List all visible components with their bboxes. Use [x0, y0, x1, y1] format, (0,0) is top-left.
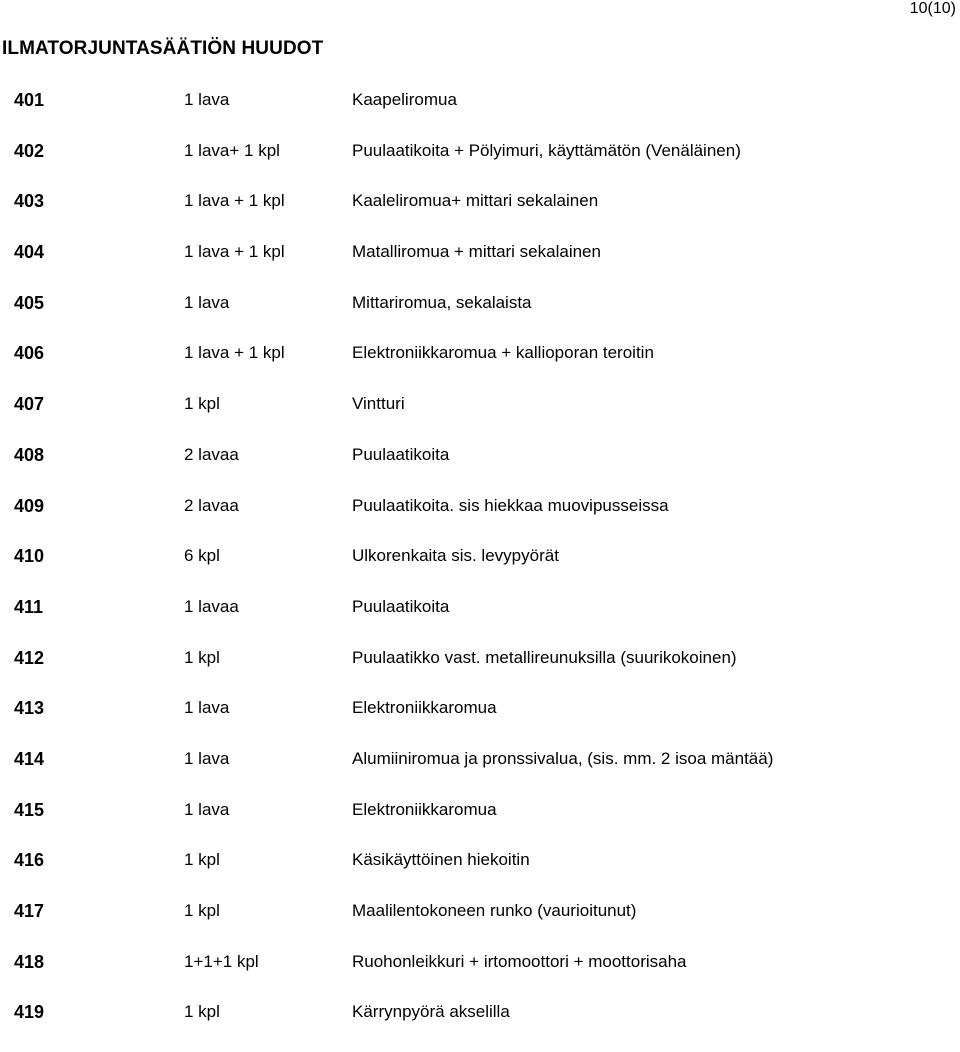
list-item: [0, 444, 960, 495]
list-item: [0, 647, 960, 698]
item-quantity: 1 lava+ 1 kpl: [184, 140, 280, 160]
item-description: Puulaatikoita. sis hiekkaa muovipusseissa: [352, 495, 669, 515]
item-description: Elektroniikkaromua + kallioporan teroitin: [352, 343, 654, 363]
item-quantity: 1 kpl: [184, 647, 220, 667]
item-number: 417: [14, 901, 45, 921]
item-number: 402: [14, 140, 45, 161]
list-item: [0, 596, 960, 647]
item-description: Puulaatikoita: [352, 444, 450, 464]
item-number: 401: [14, 90, 45, 110]
item-quantity: 1 lava: [184, 799, 230, 819]
list-item: [0, 190, 960, 241]
page-heading: ILMATORJUNTASÄÄTIÖN HUUDOT: [2, 38, 324, 59]
item-number: 412: [14, 647, 45, 668]
item-number: 407: [14, 394, 45, 415]
item-quantity: 1 lava + 1 kpl: [184, 242, 285, 262]
list-item: [0, 292, 960, 343]
item-description: Kärrynpyörä akselilla: [352, 1002, 510, 1022]
list-item: [0, 697, 960, 748]
item-number: 419: [14, 1002, 45, 1023]
list-item: [0, 900, 960, 951]
item-number: 406: [14, 343, 45, 364]
item-quantity: 1 kpl: [184, 901, 220, 920]
list-item: [0, 393, 960, 444]
item-quantity: 1 kpl: [184, 850, 220, 870]
item-description: Puulaatikko vast. metallireunuksilla (suurikokoinen): [352, 647, 737, 667]
item-description: Ulkorenkaita sis. levypyörät: [352, 546, 559, 566]
page-number: 10(10): [909, 0, 956, 17]
item-number: 410: [14, 546, 45, 567]
list-item: [0, 140, 960, 191]
item-quantity: 1 lava: [184, 748, 230, 768]
item-quantity: 1 lava: [184, 90, 230, 109]
item-description: Puulaatikoita: [352, 596, 450, 616]
item-description: Puulaatikoita + Pölyimuri, käyttämätön (Venäläinen): [352, 140, 741, 160]
list-item: [0, 241, 960, 292]
item-quantity: 1 lava + 1 kpl: [184, 191, 285, 211]
item-number: 411: [14, 596, 44, 617]
item-description: Alumiiniromua ja pronssivalua, (sis. mm. 2 isoa mäntää): [352, 748, 774, 768]
item-description: Kaapeliromua: [352, 90, 457, 109]
item-description: Vintturi: [352, 394, 405, 414]
item-number: 413: [14, 698, 45, 719]
item-number: 409: [14, 495, 45, 516]
item-quantity: 1 kpl: [184, 1002, 220, 1022]
item-quantity: 1+1+1 kpl: [184, 951, 259, 971]
list-item: [0, 89, 960, 140]
list-item: [0, 342, 960, 393]
item-number: 418: [14, 951, 45, 972]
item-quantity: 1 kpl: [184, 394, 220, 414]
item-description: Mittariromua, sekalaista: [352, 292, 532, 312]
auction-item-list: [0, 89, 960, 1052]
list-item: [0, 748, 960, 799]
item-number: 404: [14, 242, 45, 263]
item-quantity: 1 lavaa: [184, 596, 239, 616]
list-item: [0, 495, 960, 546]
list-item: [0, 799, 960, 850]
item-quantity: 2 lavaa: [184, 495, 239, 515]
item-description: Elektroniikkaromua: [352, 799, 497, 819]
item-quantity: 1 lava: [184, 698, 230, 718]
item-quantity: 2 lavaa: [184, 444, 239, 464]
item-number: 403: [14, 191, 45, 212]
item-number: 414: [14, 748, 45, 769]
item-description: Kaaleliromua+ mittari sekalainen: [352, 191, 599, 211]
item-number: 415: [14, 799, 45, 820]
item-number: 408: [14, 444, 45, 465]
item-number: 405: [14, 292, 45, 313]
item-description: Käsikäyttöinen hiekoitin: [352, 850, 530, 870]
list-item: [0, 1001, 960, 1052]
item-quantity: 6 kpl: [184, 546, 220, 566]
item-number: 416: [14, 850, 45, 871]
item-description: Ruohonleikkuri + irtomoottori + moottorisaha: [352, 951, 687, 971]
item-description: Matalliromua + mittari sekalainen: [352, 242, 601, 262]
item-quantity: 1 lava + 1 kpl: [184, 343, 285, 363]
item-description: Elektroniikkaromua: [352, 698, 497, 718]
list-item: [0, 951, 960, 1002]
item-description: Maalilentokoneen runko (vaurioitunut): [352, 901, 637, 920]
list-item: [0, 849, 960, 900]
list-item: [0, 545, 960, 596]
item-quantity: 1 lava: [184, 292, 230, 312]
